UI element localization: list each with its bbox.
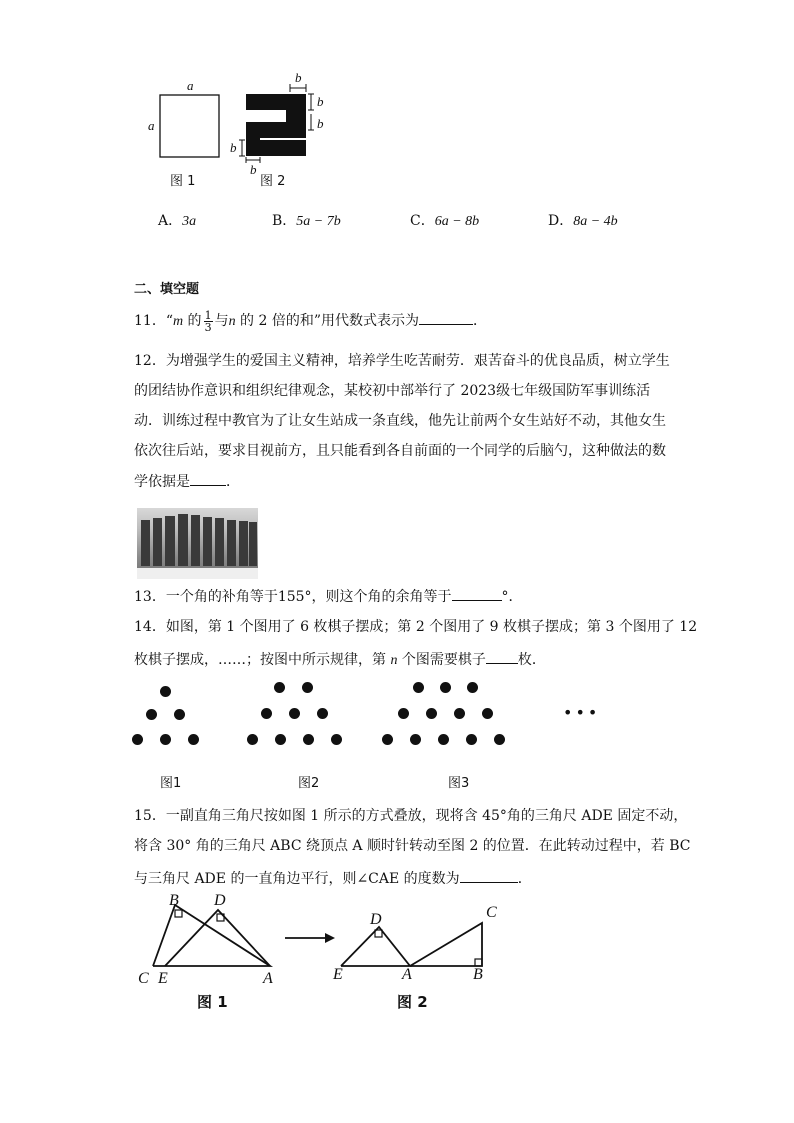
chess-piece [466, 734, 477, 745]
b-label-right1: b [317, 94, 324, 109]
option-c [410, 211, 479, 232]
q14-n: n [390, 653, 398, 668]
chess-piece [382, 734, 393, 745]
chess-piece [289, 708, 300, 719]
q12-end: ． [226, 474, 240, 490]
chess-piece [188, 734, 199, 745]
q11-fraction [204, 310, 213, 333]
chess-piece [303, 734, 314, 745]
q12-last: 学依据是 [134, 474, 190, 490]
q15-line-1: 15．一副直角三角尺按如图 1 所示的方式叠放，现将含 45°角的三角尺 ADE 固定不动， [134, 808, 688, 824]
option-b-letter: B． [272, 213, 297, 229]
q11-m: m [172, 314, 184, 329]
q12-line-3: 动．训练过程中教官为了让女生站成一条直线，他先让前两个女生站好不动，其他女生 [134, 413, 666, 429]
chess-piece [174, 709, 185, 720]
fig2-label-B: B [473, 966, 483, 983]
q15-line-2: 将含 30° 角的三角尺 ABC 绕顶点 A 顺时针转动至图 2 的位置．在此转动过程中，若 BC [134, 838, 691, 854]
chess-piece [331, 734, 342, 745]
option-a [158, 211, 196, 232]
option-a-expr: 3a [182, 214, 197, 229]
top-figure-area [140, 70, 340, 195]
q11-rest: 的 2 倍的和”用代数式表示为 [235, 313, 419, 329]
chess-piece [247, 734, 258, 745]
fig2-label-D: D [370, 911, 382, 928]
option-d-letter: D． [548, 213, 574, 229]
q13-text: 13．一个角的补角等于155°，则这个角的余角等于 [134, 589, 452, 605]
fig2-triangle-caption: 图 2 [397, 993, 428, 1011]
q14-end: 枚． [517, 652, 546, 668]
fig1-label-D: D [214, 892, 226, 909]
q14-line-1: 14．如图，第 1 个图用了 6 枚棋子摆成；第 2 个图用了 9 枚棋子摆成；第 3 个图用了 12 [134, 619, 698, 635]
fig2-label-A: A [402, 966, 412, 983]
q15-line-3 [134, 868, 532, 889]
section-title: 二、填空题 [134, 282, 200, 297]
option-d-expr: 8a − 4b [573, 214, 618, 229]
chess-piece [467, 682, 478, 693]
option-c-letter: C． [410, 213, 435, 229]
chess-piece [274, 682, 285, 693]
q15-end: ． [517, 871, 532, 887]
q11-frac-num: 1 [204, 308, 212, 322]
q14-line2a: 枚棋子摆成，……；按图中所示规律，第 [134, 652, 391, 668]
q11-n: n [228, 314, 236, 329]
chess-piece [146, 709, 157, 720]
q12-line-1: 12．为增强学生的爱国主义精神，培养学生吃苦耐劳．艰苦奋斗的优良品质，树立学生 [134, 353, 670, 369]
chess-piece [454, 708, 465, 719]
chess-piece [261, 708, 272, 719]
b-label-bottom: b [250, 162, 257, 177]
chess-piece [302, 682, 313, 693]
q14-answer-blank[interactable] [486, 649, 518, 664]
fig1-triangle-caption: 图 1 [197, 993, 228, 1011]
question-11 [134, 308, 487, 335]
q15-line3: 与三角尺 ADE 的一直角边平行，则∠CAE 的度数为 [134, 871, 460, 887]
chess-piece [132, 734, 143, 745]
chess-caption-1: 图1 [160, 776, 182, 791]
chess-piece [160, 686, 171, 697]
q11-end: ． [472, 313, 487, 329]
q11-yu: 与 [214, 313, 229, 329]
q14-line2b: 个图需要棋子 [397, 652, 486, 668]
chess-piece [440, 682, 451, 693]
chess-ellipsis: ••• [563, 703, 601, 722]
chess-caption-3: 图3 [448, 776, 470, 791]
q12-line-4: 依次往后站，要求目视前方，且只能看到各自前面的一个同学的后脑勺，这种做法的数 [134, 443, 666, 459]
q11-prefix: 11．“ [134, 313, 173, 329]
q11-de: 的 [183, 313, 202, 329]
chess-piece [438, 734, 449, 745]
side-a-left-label: a [148, 118, 155, 133]
option-c-expr: 6a − 8b [434, 214, 480, 229]
fig1-label-E: E [158, 970, 168, 987]
chess-piece [426, 708, 437, 719]
q13-answer-blank[interactable] [452, 586, 502, 601]
option-a-letter: A． [158, 213, 183, 229]
chess-piece [160, 734, 171, 745]
option-b [272, 211, 341, 232]
chess-caption-2: 图2 [298, 776, 320, 791]
option-b-expr: 5a − 7b [296, 214, 341, 229]
side-a-top-label: a [187, 78, 194, 93]
question-13 [134, 586, 523, 607]
fig2-label-C: C [486, 904, 497, 921]
fig1-label-B: B [169, 892, 179, 909]
q11-answer-blank[interactable] [419, 310, 473, 325]
q14-line-2 [134, 649, 546, 671]
fig2-label-E: E [333, 966, 343, 983]
chess-piece [413, 682, 424, 693]
triangle-figures [130, 890, 510, 1015]
students-photo [137, 508, 258, 579]
chess-piece [275, 734, 286, 745]
fig2-shape [246, 94, 306, 156]
fig1-label-C: C [138, 970, 149, 987]
q15-answer-blank[interactable] [460, 868, 518, 883]
chess-piece [482, 708, 493, 719]
q11-frac-den: 3 [204, 320, 212, 334]
b-label-right2: b [317, 116, 324, 131]
chess-piece [398, 708, 409, 719]
option-d [548, 211, 618, 232]
fig1-caption: 图 1 [170, 174, 196, 189]
q12-answer-blank[interactable] [190, 471, 226, 486]
q12-line-2: 的团结协作意识和组织纪律观念，某校初中部举行了 2023级七年级国防军事训练活 [134, 383, 651, 399]
fig1-label-A: A [263, 970, 273, 987]
b-label-top: b [295, 70, 302, 85]
fig2-caption: 图 2 [260, 174, 286, 189]
b-label-left: b [230, 140, 237, 155]
chess-piece [494, 734, 505, 745]
q13-end: °． [501, 589, 523, 605]
chess-piece [410, 734, 421, 745]
q12-line-5 [134, 471, 240, 492]
chess-piece [317, 708, 328, 719]
